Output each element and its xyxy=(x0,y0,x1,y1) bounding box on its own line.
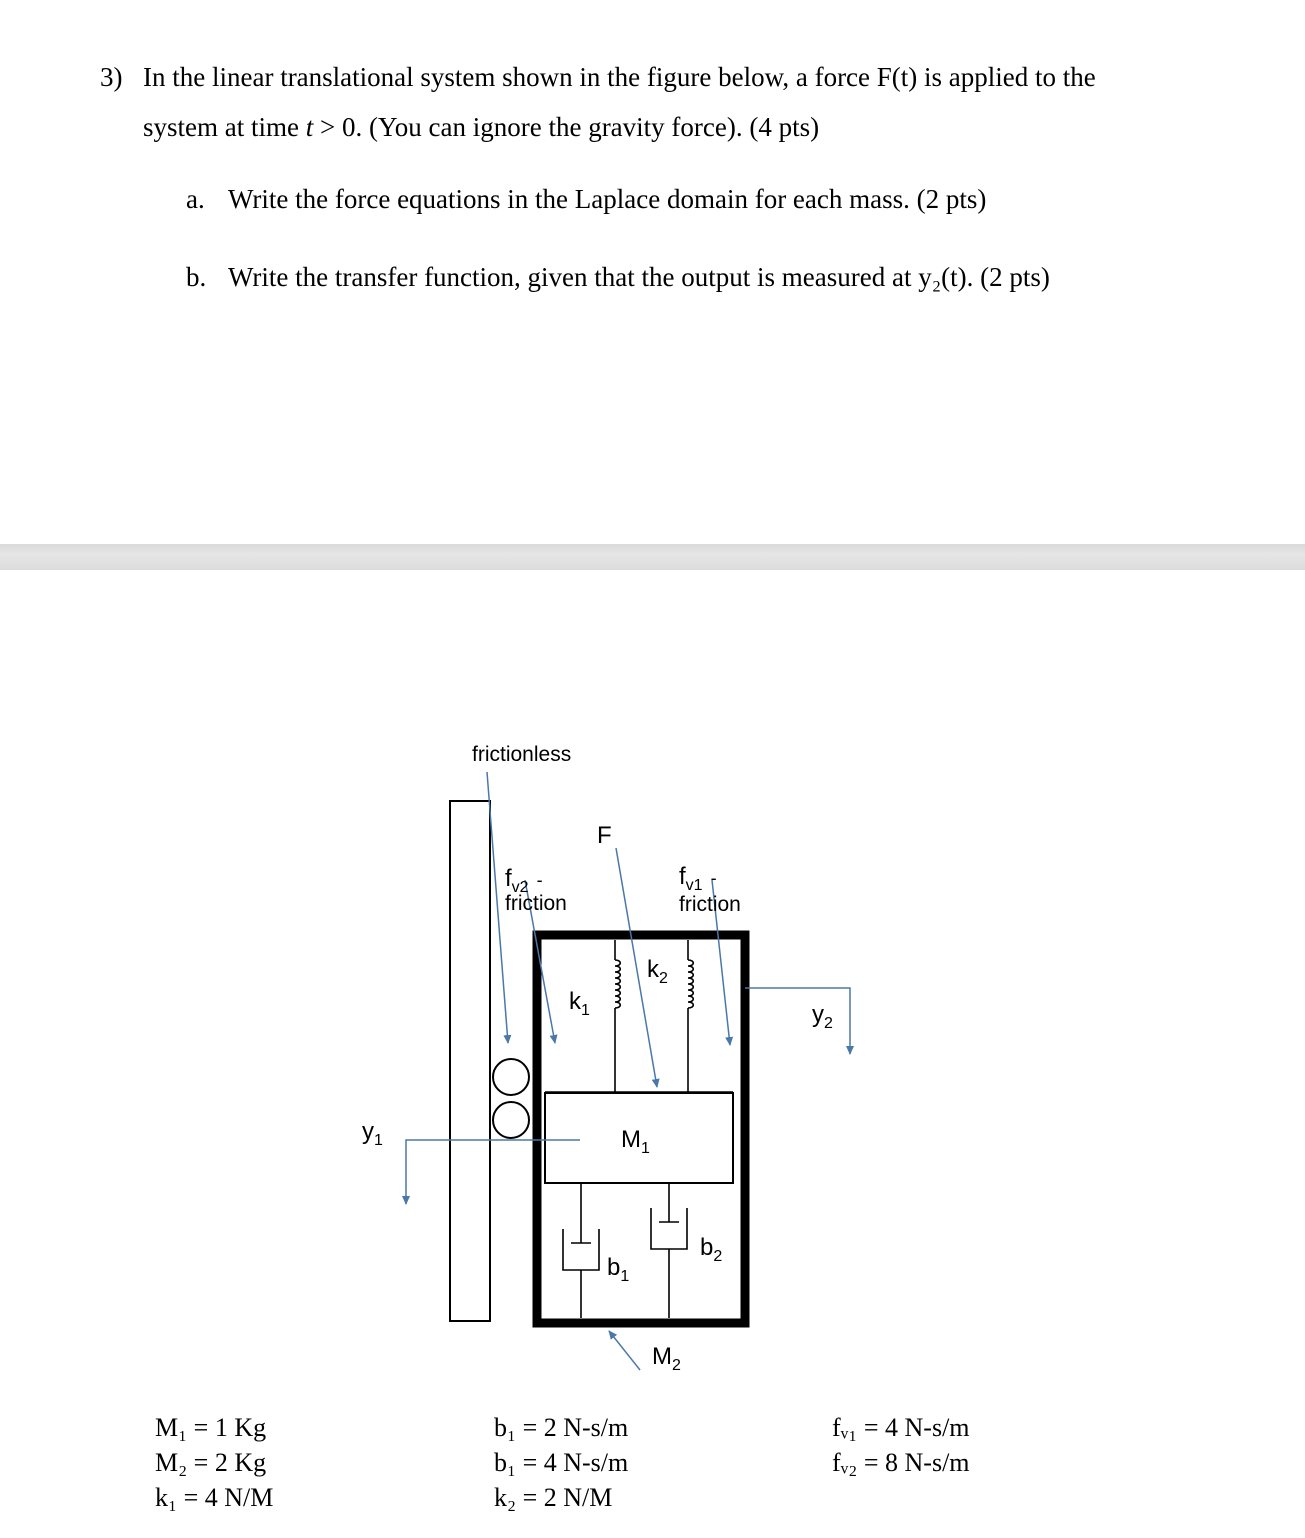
damper-b1 xyxy=(563,1183,599,1318)
param-fv1: fᵥ₁ = 4 N-s/m xyxy=(832,1413,970,1442)
param-k1: k₁ = 4 N/M xyxy=(155,1483,274,1512)
y1-label: $y_1$ xyxy=(362,1118,383,1149)
question-line1: In the linear translational system shown in the figure below, a force F(t) is applied to the xyxy=(143,62,1096,92)
question-line2-post: > 0. (You can ignore the gravity force). (4 pts) xyxy=(313,112,820,142)
k1-label: $k_1$ xyxy=(569,988,590,1019)
k2-label: $k_2$ xyxy=(647,956,668,987)
param-b1: b₁ = 2 N-s/m xyxy=(494,1413,629,1442)
roller-top xyxy=(493,1059,529,1095)
param-m2: M₂ = 2 Kg xyxy=(155,1448,267,1477)
spring-k2 xyxy=(688,940,693,1093)
frictionless-label: frictionless xyxy=(472,743,572,766)
part-b-label: b. xyxy=(186,262,207,292)
roller-bottom xyxy=(493,1102,529,1138)
m2-label: $M_2$ xyxy=(652,1343,681,1374)
fv2-label: $f_{v2}$ - xyxy=(505,865,543,896)
damper-b2 xyxy=(651,1183,687,1318)
question-number: 3) xyxy=(100,62,123,92)
fv1-friction-label: friction xyxy=(679,893,741,916)
b2-label: $b_2$ xyxy=(700,1234,723,1265)
wall xyxy=(450,801,490,1321)
param-k2: k₂ = 2 N/M xyxy=(494,1483,613,1512)
time-variable: t xyxy=(305,112,314,142)
y2-label: $y_2$ xyxy=(812,1001,833,1032)
question-line2-pre: system at time xyxy=(143,112,306,142)
y1-arrow xyxy=(406,1140,580,1204)
spring-k1 xyxy=(615,940,620,1093)
y2-arrow xyxy=(745,988,850,1054)
fv2-friction-label: friction xyxy=(505,892,567,915)
param-m1: M₁ = 1 Kg xyxy=(155,1413,267,1442)
param-b1-second: b₁ = 4 N-s/m xyxy=(494,1448,629,1477)
b1-label: $b_1$ xyxy=(607,1254,630,1285)
param-fv2: fᵥ₂ = 8 N-s/m xyxy=(832,1448,970,1477)
fv1-label: $f_{v1}$ - xyxy=(679,863,717,894)
m1-label: $M_1$ xyxy=(621,1126,650,1157)
params-column-1 xyxy=(155,1410,273,1515)
params-column-2 xyxy=(494,1410,628,1515)
part-a-text: Write the force equations in the Laplace domain for each mass. (2 pts) xyxy=(228,184,987,214)
part-b-text: Write the transfer function, given that the output is measured at y₂(t). (2 pts) xyxy=(228,262,1050,292)
m2-pointer xyxy=(609,1331,640,1370)
force-label: F xyxy=(597,822,612,849)
part-a-label: a. xyxy=(186,184,205,214)
params-column-3 xyxy=(832,1410,970,1480)
